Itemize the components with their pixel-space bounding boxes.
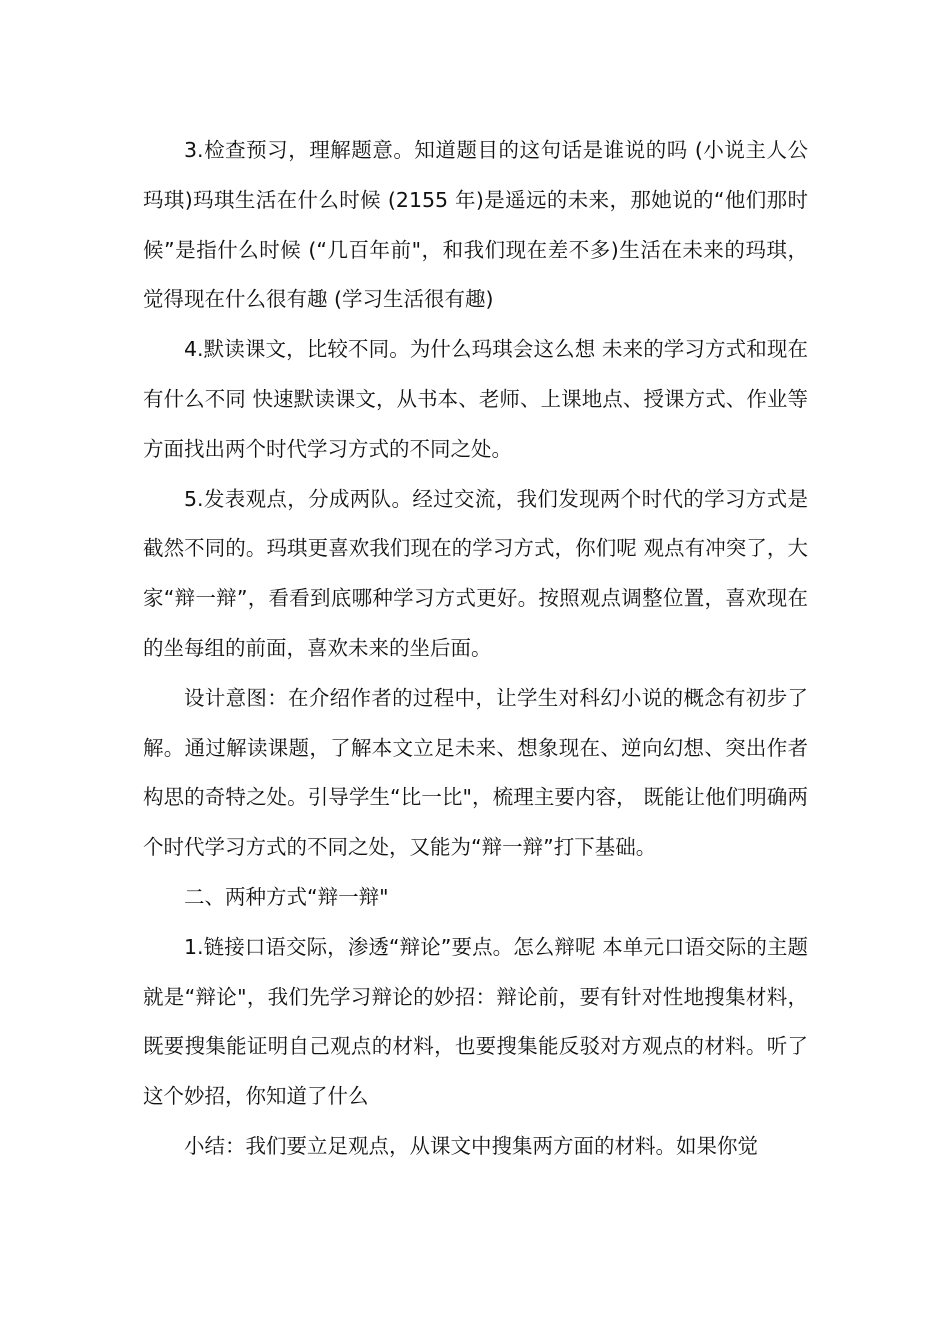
section-heading-debate: 二、两种方式“辩一辩" xyxy=(184,884,389,909)
document-body xyxy=(143,126,808,1172)
paragraph-oral-communication: 1.链接口语交际，渗透“辩论”要点。怎么辩呢 本单元口语交际的主题就是“辩论"，我们先学习辩论的妙招：辩论前，要有针对性地搜集材料，既要搜集能证明自己观点的材料，也要搜集能反驳对方观点的材料。听了这个妙招，你知道了什么 xyxy=(143,934,808,1109)
paragraph-preview-check: 3.检查预习，理解题意。知道题目的这句话是谁说的吗 (小说主人公玛琪)玛琪生活在什么时候 (2155 年)是遥远的未来，那她说的“他们那时候”是指什么时候 (“几百年前"，和我们现在差不多)生活在未来的玛琪，觉得现在什么很有趣 (学习生活很有趣) xyxy=(143,138,808,312)
paragraph-express-views: 5.发表观点，分成两队。经过交流，我们发现两个时代的学习方式是截然不同的。玛琪更喜欢我们现在的学习方式，你们呢 观点有冲突了，大家“辩一辩”，看看到底哪种学习方式更好。按照观点调整位置，喜欢现在的坐每组的前面，喜欢未来的坐后面。 xyxy=(143,486,808,660)
paragraph-design-intent: 设计意图：在介绍作者的过程中，让学生对科幻小说的概念有初步了解。通过解读课题，了解本文立足未来、想象现在、逆向幻想、突出作者构思的奇特之处。引导学生“比一比"，梳理主要内容， 既能让他们明确两个时代学习方式的不同之处，又能为“辩一辩”打下基础。 xyxy=(143,685,808,860)
paragraph-summary: 小结：我们要立足观点，从课文中搜集两方面的材料。如果你觉 xyxy=(184,1133,758,1158)
paragraph-silent-reading: 4.默读课文，比较不同。为什么玛琪会这么想 未来的学习方式和现在有什么不同 快速默读课文，从书本、老师、上课地点、授课方式、作业等方面找出两个时代学习方式的不同之处。 xyxy=(143,337,808,461)
